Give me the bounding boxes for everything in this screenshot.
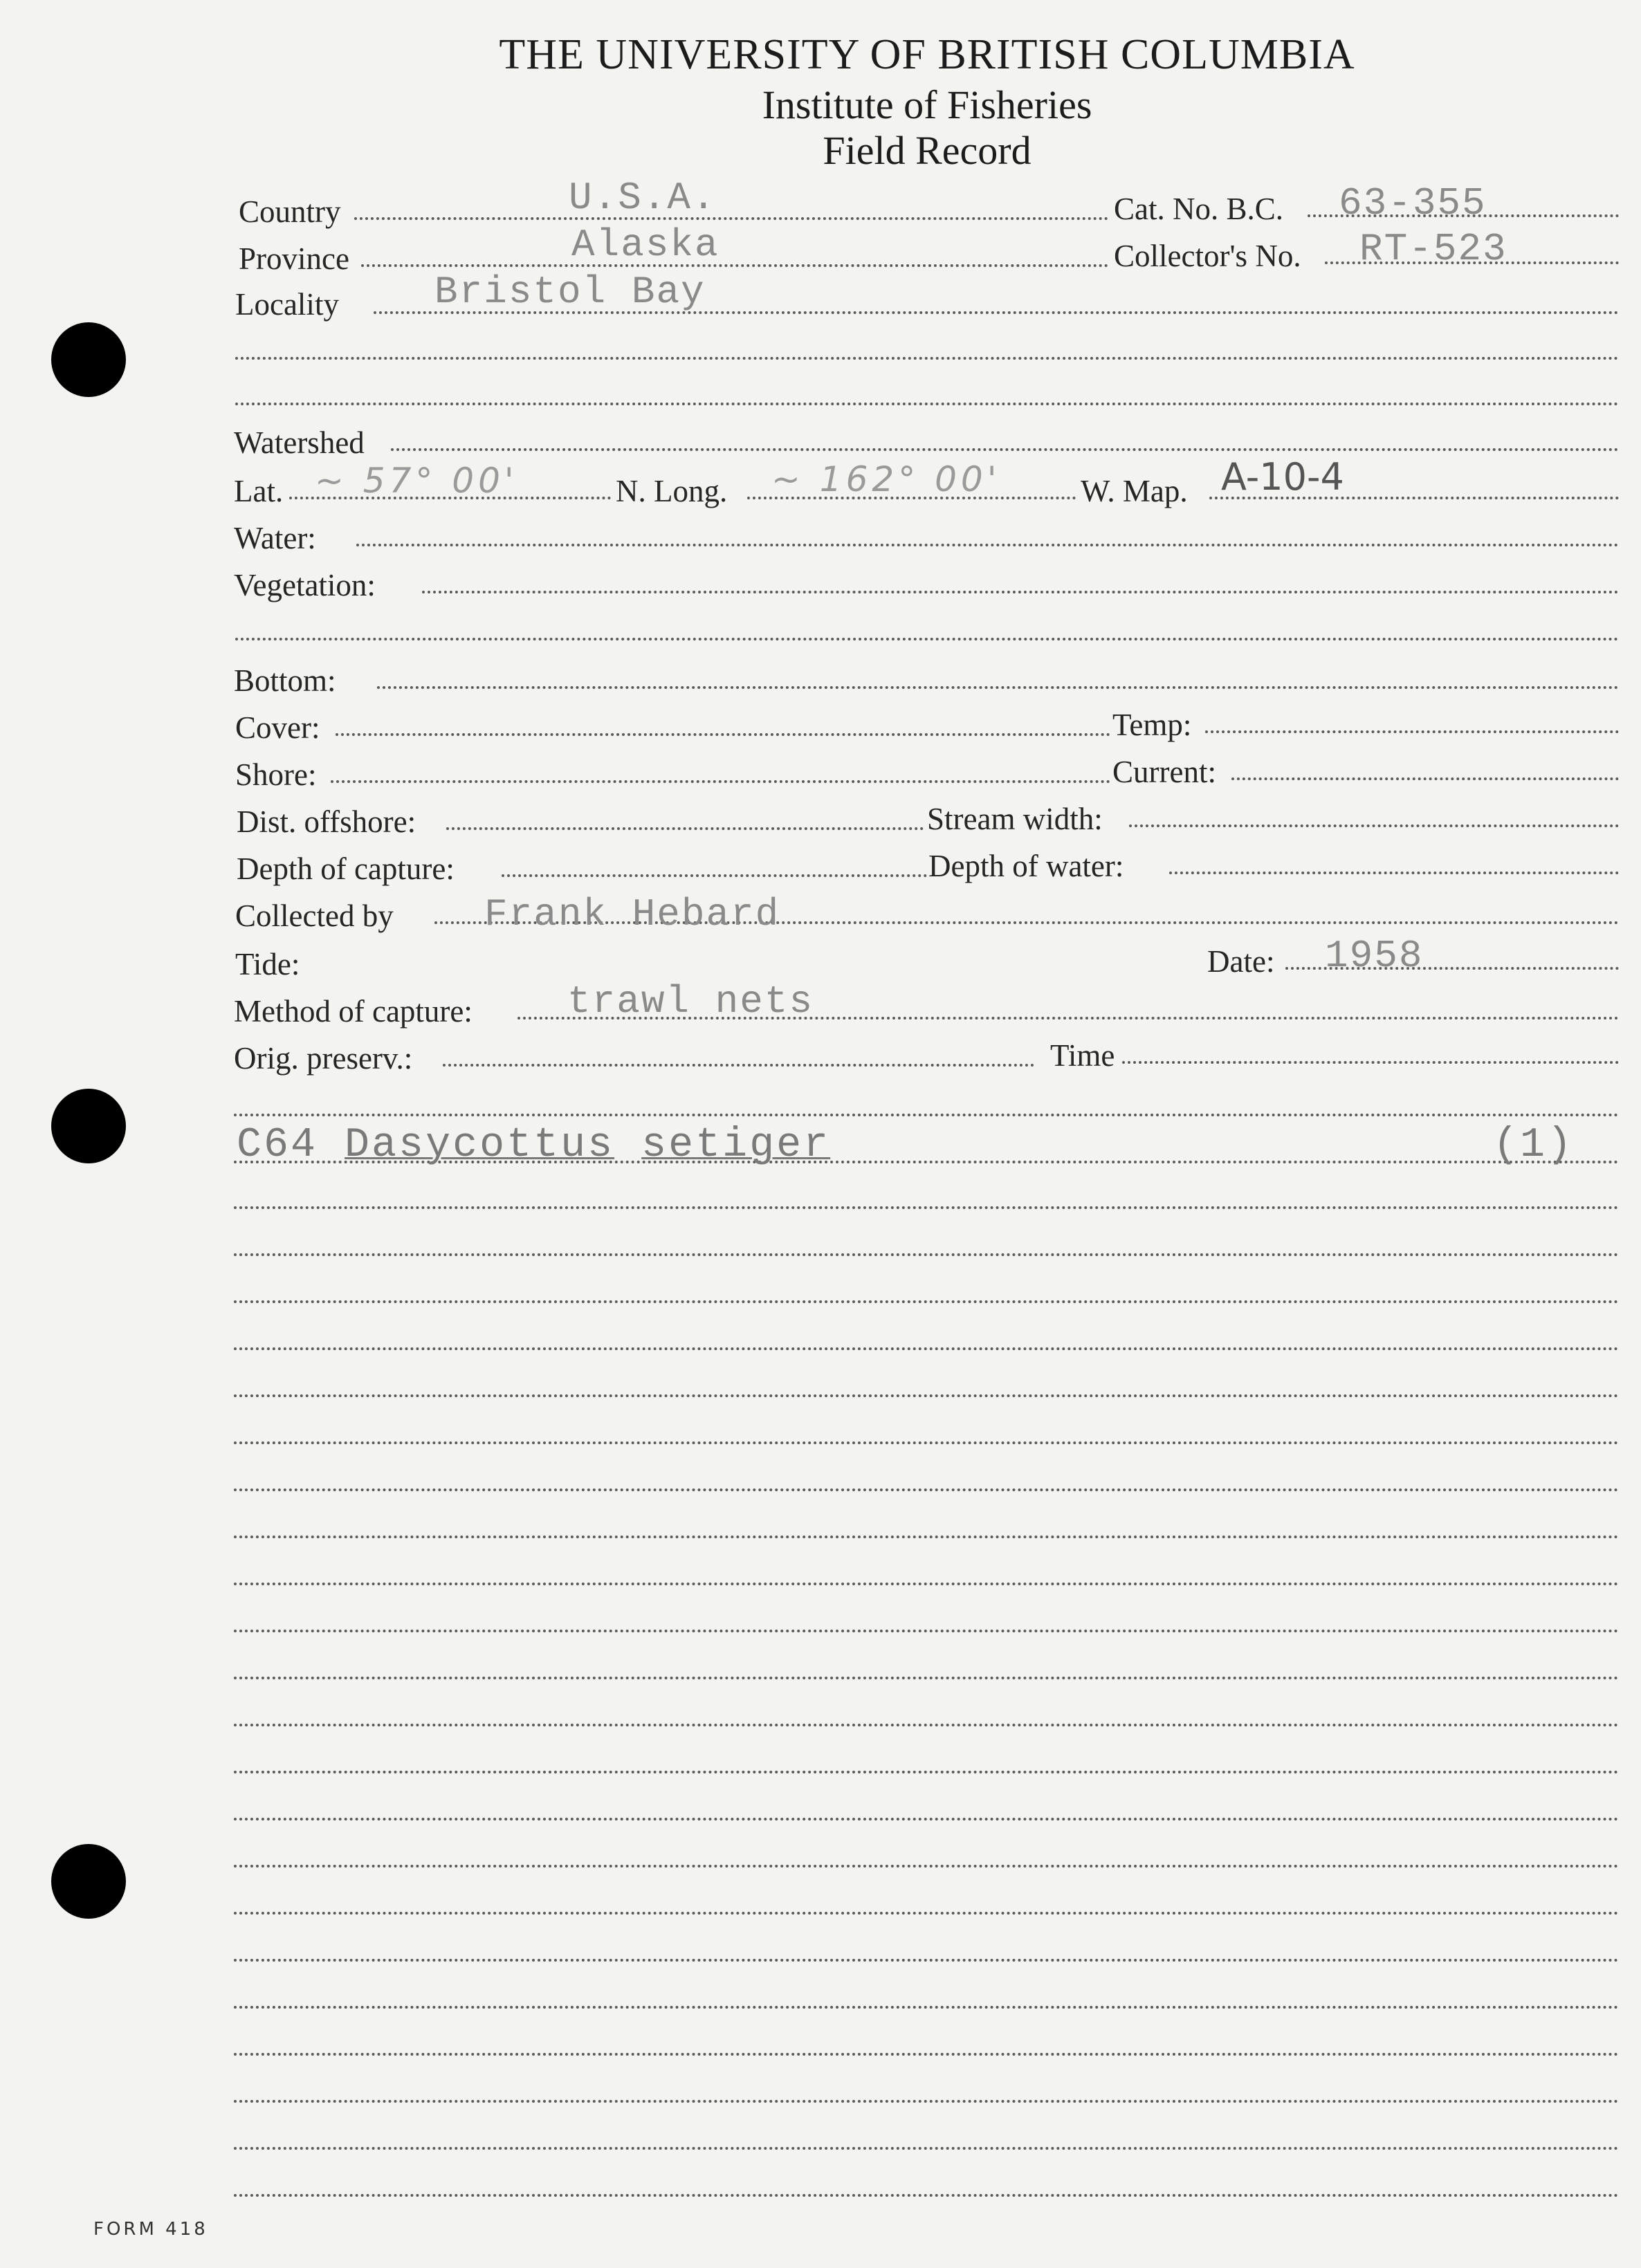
date-label: Date: [1207, 944, 1275, 979]
province-line [361, 264, 1108, 267]
current-line [1231, 777, 1619, 780]
vegetation-label: Vegetation: [234, 568, 376, 602]
binder-hole-top [51, 322, 126, 397]
country-value: U.S.A. [569, 176, 717, 220]
record-title: Field Record [823, 128, 1032, 173]
blank-line [234, 1206, 1619, 1209]
temp-line [1205, 730, 1619, 733]
vegetation-line [422, 591, 1619, 593]
w-map-label: W. Map. [1081, 474, 1188, 508]
blank-line [234, 1818, 1619, 1820]
collectors-no-label: Collector's No. [1114, 239, 1301, 273]
blank-line [234, 1300, 1619, 1303]
blank-line [234, 1488, 1619, 1491]
watershed-label: Watershed [234, 425, 365, 460]
depth-of-water-line [1169, 872, 1619, 874]
dist-offshore-line [446, 827, 924, 830]
specimen-code: C64 [237, 1122, 318, 1169]
stream-width-line [1129, 824, 1619, 827]
cover-line [336, 733, 1110, 736]
blank-line [234, 1771, 1619, 1773]
shore-label: Shore: [235, 757, 317, 792]
tide-label: Tide: [235, 947, 300, 981]
blank-line [234, 1347, 1619, 1350]
bottom-line [377, 686, 1619, 689]
depth-of-capture-line [502, 874, 927, 877]
blank-line [234, 1536, 1619, 1538]
dist-offshore-label: Dist. offshore: [237, 804, 416, 839]
province-label: Province [239, 241, 349, 276]
blank-line [234, 1959, 1619, 1962]
blank-line [234, 1912, 1619, 1915]
blank-line [234, 1441, 1619, 1444]
cat-no-label: Cat. No. B.C. [1114, 192, 1284, 226]
country-label: Country [239, 194, 341, 229]
specimen-species: setiger [641, 1122, 831, 1169]
blank-line [235, 403, 1619, 405]
long-value: ~ 162° 00' [771, 459, 1001, 499]
blank-line [234, 1724, 1619, 1726]
lat-value: ~ 57° 00' [315, 461, 518, 501]
blank-line [234, 2053, 1619, 2056]
collected-by-value: Frank Hebard [484, 892, 780, 937]
locality-label: Locality [235, 287, 339, 322]
university-title: THE UNIVERSITY OF BRITISH COLUMBIA [499, 31, 1355, 78]
depth-of-water-label: Depth of water: [928, 849, 1124, 883]
blank-line [234, 1630, 1619, 1632]
blank-line [234, 2194, 1619, 2197]
water-label: Water: [234, 521, 316, 555]
blank-line [234, 2006, 1619, 2009]
locality-value: Bristol Bay [434, 270, 706, 314]
depth-of-capture-label: Depth of capture: [237, 851, 455, 886]
form-number: FORM 418 [93, 2219, 208, 2240]
current-label: Current: [1112, 755, 1216, 789]
blank-line [234, 1114, 1619, 1116]
blank-line [234, 2100, 1619, 2103]
time-line [1122, 1061, 1619, 1064]
bottom-label: Bottom: [234, 663, 336, 698]
blank-line [234, 1865, 1619, 1868]
blank-line [234, 1583, 1619, 1585]
collected-by-label: Collected by [235, 898, 394, 933]
orig-preserv-label: Orig. preserv.: [234, 1041, 413, 1076]
method-of-capture-value: trawl nets [567, 979, 814, 1024]
specimen-genus: Dasycottus [345, 1122, 615, 1169]
blank-line [234, 1253, 1619, 1256]
date-value: 1958 [1325, 934, 1424, 978]
blank-line [235, 638, 1619, 640]
specimen-entry [237, 1122, 830, 1169]
water-line [356, 544, 1619, 546]
orig-preserv-line [443, 1064, 1034, 1067]
specimen-count: (1) [1493, 1122, 1575, 1169]
watershed-line [391, 448, 1619, 451]
binder-hole-middle [51, 1089, 126, 1163]
binder-hole-bottom [51, 1844, 126, 1919]
cat-no-value: 63-355 [1339, 181, 1487, 225]
method-of-capture-label: Method of capture: [234, 994, 473, 1029]
n-long-label: N. Long. [616, 474, 728, 508]
stream-width-label: Stream width: [927, 802, 1103, 836]
lat-label: Lat. [234, 474, 284, 508]
map-value: A-10-4 [1221, 455, 1344, 499]
blank-line [234, 1394, 1619, 1397]
blank-line [234, 1677, 1619, 1679]
temp-label: Temp: [1112, 708, 1192, 742]
blank-line [235, 357, 1619, 360]
country-line [354, 217, 1108, 220]
time-label: Time [1050, 1038, 1115, 1073]
cover-label: Cover: [235, 710, 320, 745]
shore-line [331, 780, 1110, 783]
blank-line [234, 2147, 1619, 2150]
province-value: Alaska [571, 223, 719, 267]
institute-title: Institute of Fisheries [762, 82, 1092, 127]
collectors-no-value: RT-523 [1359, 227, 1507, 271]
